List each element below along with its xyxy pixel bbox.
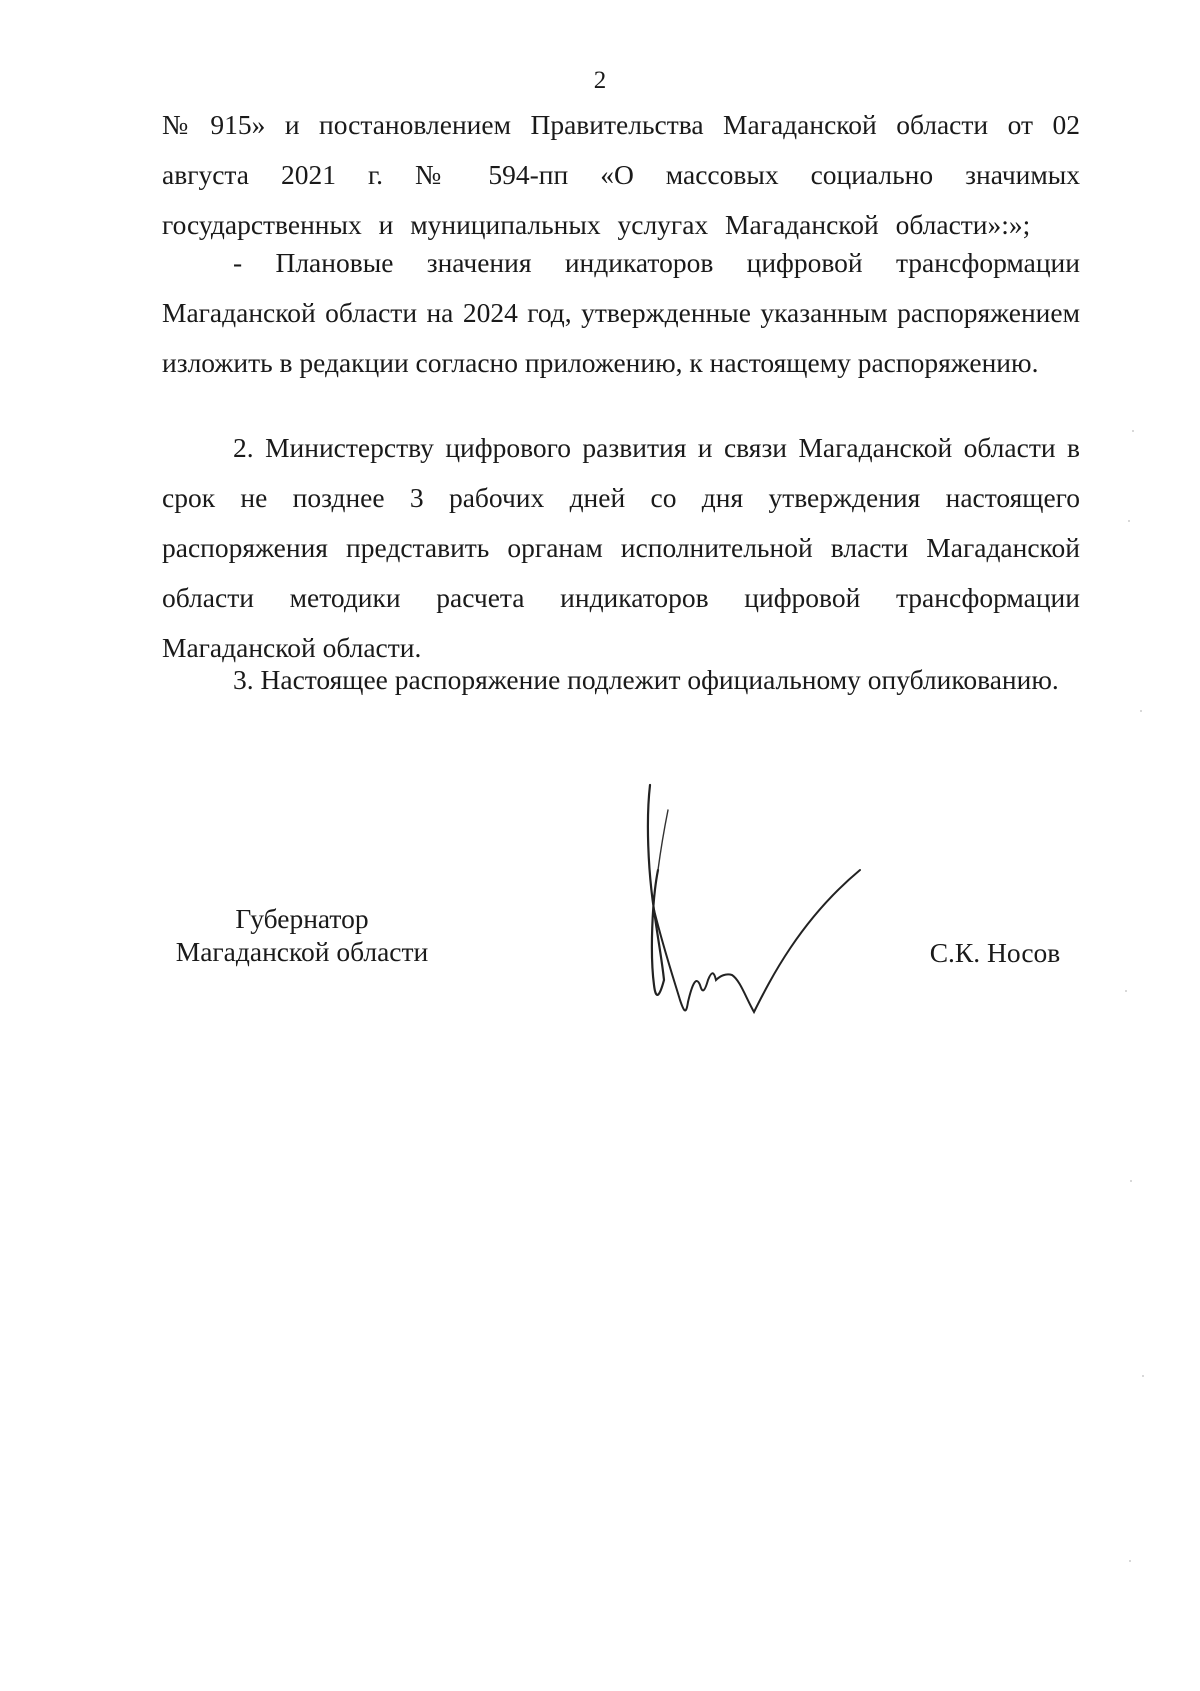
signatory-name: С.К. Носов bbox=[929, 937, 1061, 968]
position-line-1: Губернатор bbox=[235, 903, 369, 934]
paragraph-continuation: № 915» и постановлением Правительства Магаданской области от 02 августа 2021 г. № 594-пп «О массовых социально значимых государственных и муниципальных услугах Магаданской области»:»; bbox=[162, 109, 1080, 240]
signatory-position bbox=[162, 902, 442, 968]
page-number: 2 bbox=[593, 67, 607, 94]
position-line-2: Магаданской области bbox=[175, 936, 429, 967]
paragraph-item-2: 2. Министерству цифрового развития и связи Магаданской области в срок не позднее 3 рабочих дней со дня утверждения настоящего распоряжения представить органам исполнительной власти Магаданской области методики расчета индикаторов цифровой трансформации Магаданской области. bbox=[162, 432, 1080, 663]
paragraph-planned-values: - Плановые значения индикаторов цифровой трансформации Магаданской области на 2024 год, утвержденные указанным распоряжением изложить в редакции согласно приложению, к настоящему распоряжению. bbox=[162, 247, 1080, 378]
paragraph-item-3: 3. Настоящее распоряжение подлежит официальному опубликованию. bbox=[233, 664, 1059, 695]
handwritten-signature bbox=[640, 780, 880, 1040]
